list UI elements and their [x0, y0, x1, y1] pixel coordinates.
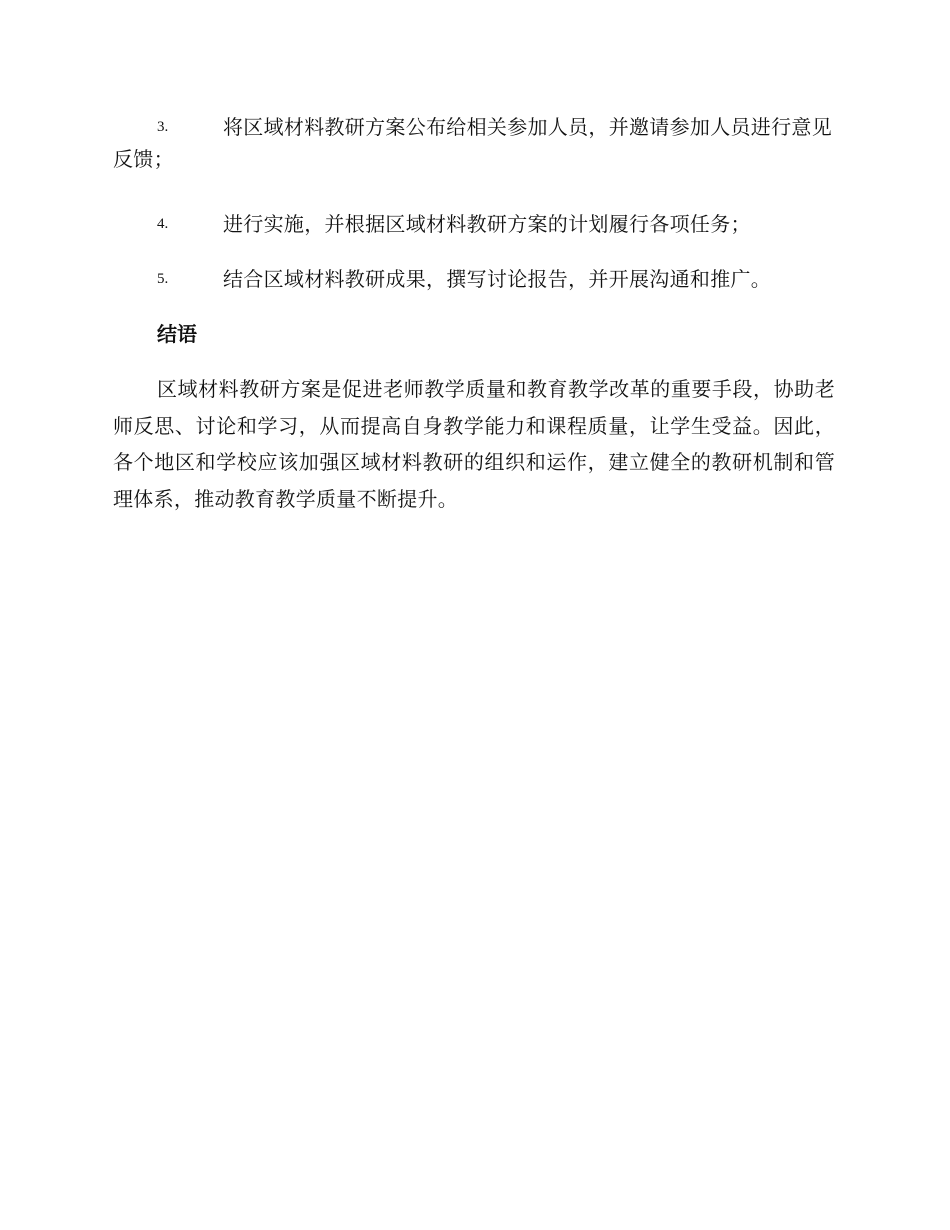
list-text: 结合区域材料教研成果，撰写讨论报告，并开展沟通和推广。: [223, 267, 772, 291]
list-text: 将区域材料教研方案公布给相关参加人员，并邀请参加人员进行意见反馈；: [113, 115, 832, 171]
list-number: 5.: [157, 271, 169, 287]
conclusion-paragraph: 区域材料教研方案是促进老师教学质量和教育教学改革的重要手段，协助老师反思、讨论和学习，从而提高自身教学能力和课程质量，让学生受益。因此，各个地区和学校应该加强区域材料教研的组织和运作，建立健全的教研机制和管理体系，推动教育教学质量不断提升。: [113, 377, 835, 511]
list-number: 3.: [157, 119, 169, 135]
conclusion-heading: 结语: [157, 322, 197, 346]
list-item-5: [113, 263, 835, 295]
list-item-3: [113, 111, 835, 175]
list-number: 4.: [157, 216, 169, 232]
list-item-4: [113, 208, 835, 240]
list-text: 进行实施，并根据区域材料教研方案的计划履行各项任务；: [223, 212, 751, 236]
